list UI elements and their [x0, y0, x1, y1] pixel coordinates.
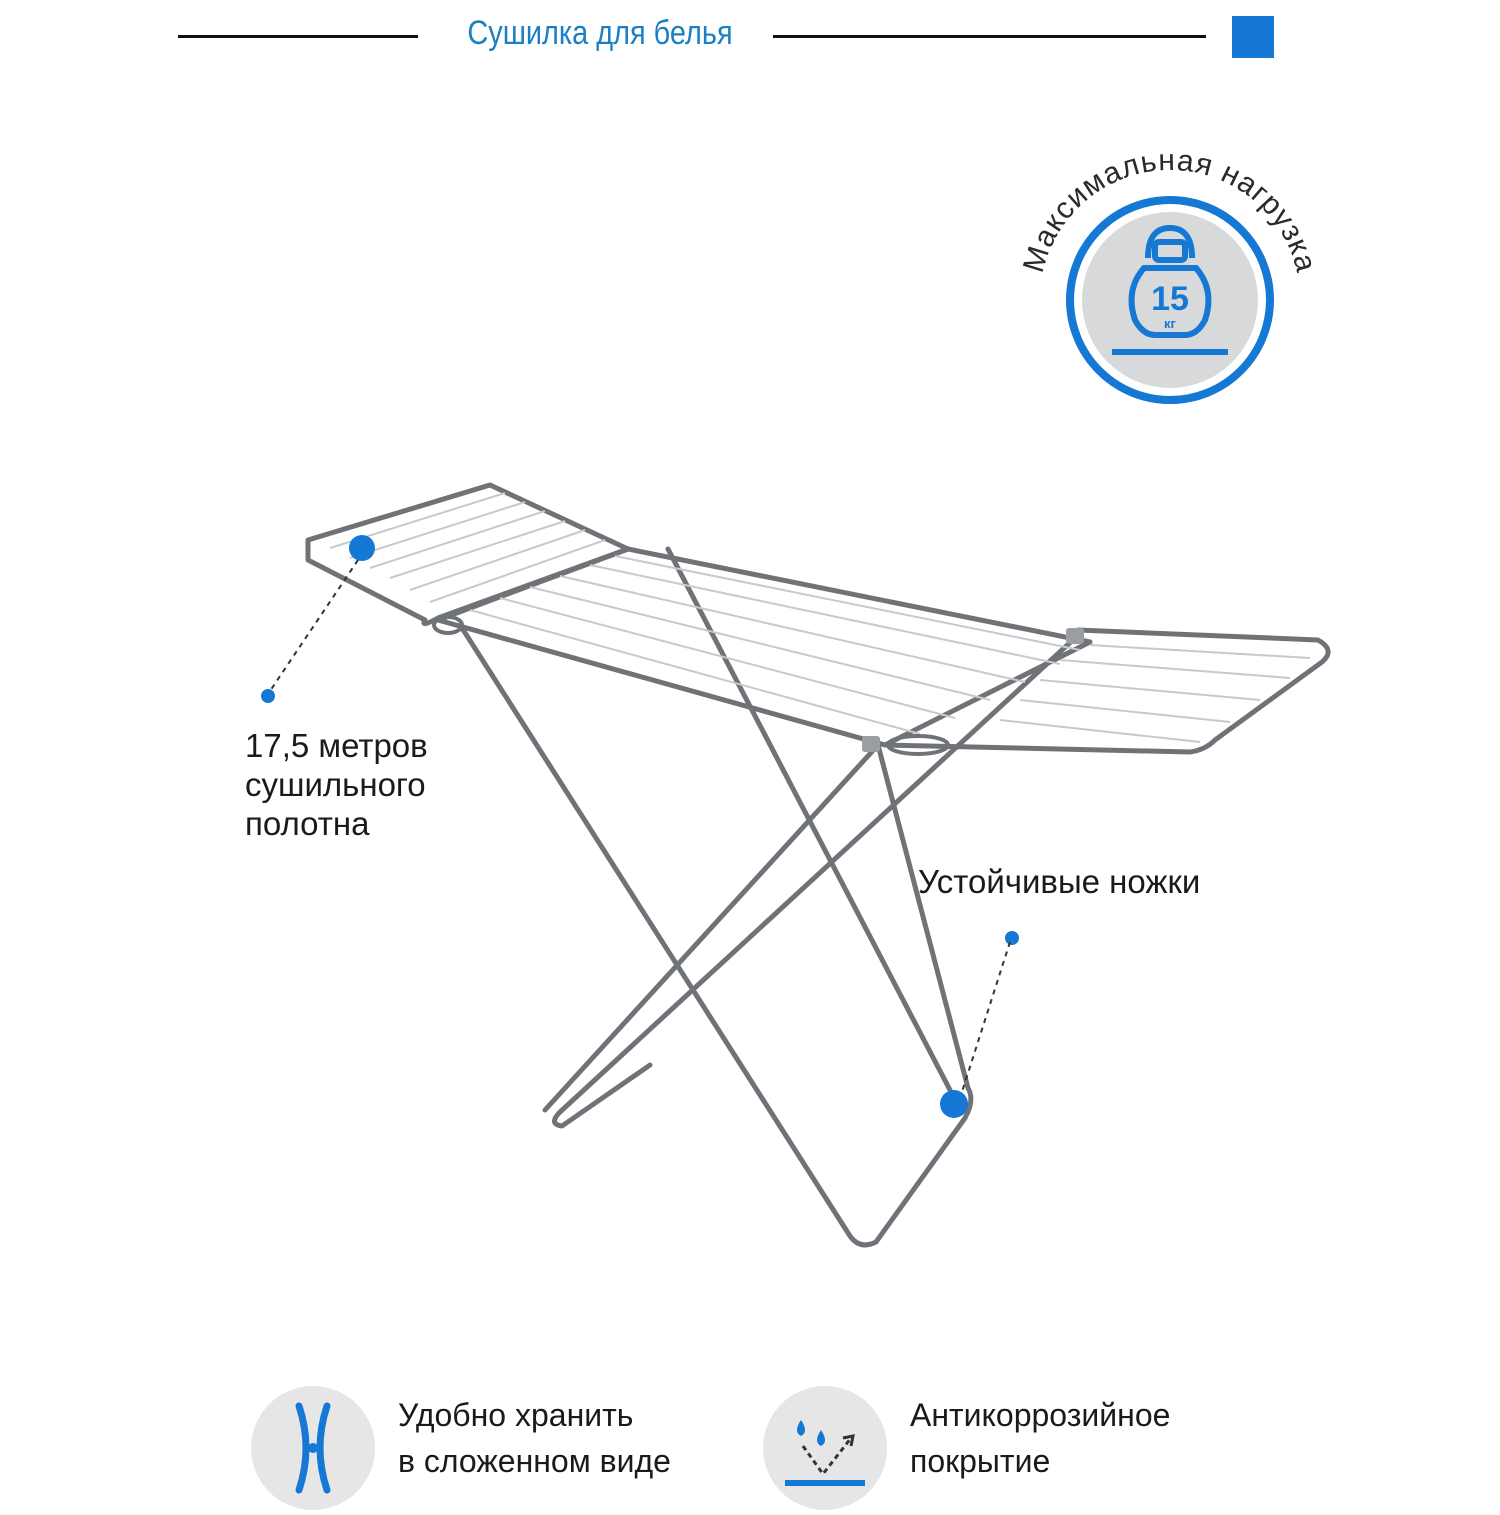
feature-storage-line-2: в сложенном виде — [398, 1443, 671, 1479]
badge-arc-text: Максимальная нагрузка — [1017, 143, 1323, 277]
water-drops-icon — [763, 1386, 887, 1510]
feature-coating-text — [910, 1392, 1170, 1484]
feature-storage-text — [398, 1392, 671, 1484]
page-title: Сушилка для белья — [467, 14, 733, 52]
feature-storage-circle — [251, 1386, 375, 1510]
badge-value: 15 — [1151, 280, 1189, 318]
legs-callout: Устойчивые ножки — [918, 863, 1201, 900]
folded-x-icon — [251, 1386, 375, 1510]
feature-coating-line-2: покрытие — [910, 1443, 1051, 1479]
feature-coating-line-1: Антикоррозийное — [910, 1397, 1171, 1433]
feature-coating-circle — [763, 1386, 887, 1510]
badge-unit: кг — [1164, 316, 1176, 331]
length-callout-line-3: полотна — [245, 805, 370, 842]
length-callout — [245, 726, 428, 843]
length-callout-line-2: сушильного — [245, 766, 426, 803]
feature-storage-line-1: Удобно хранить — [398, 1397, 634, 1433]
length-callout-line-1: 17,5 метров — [245, 727, 428, 764]
